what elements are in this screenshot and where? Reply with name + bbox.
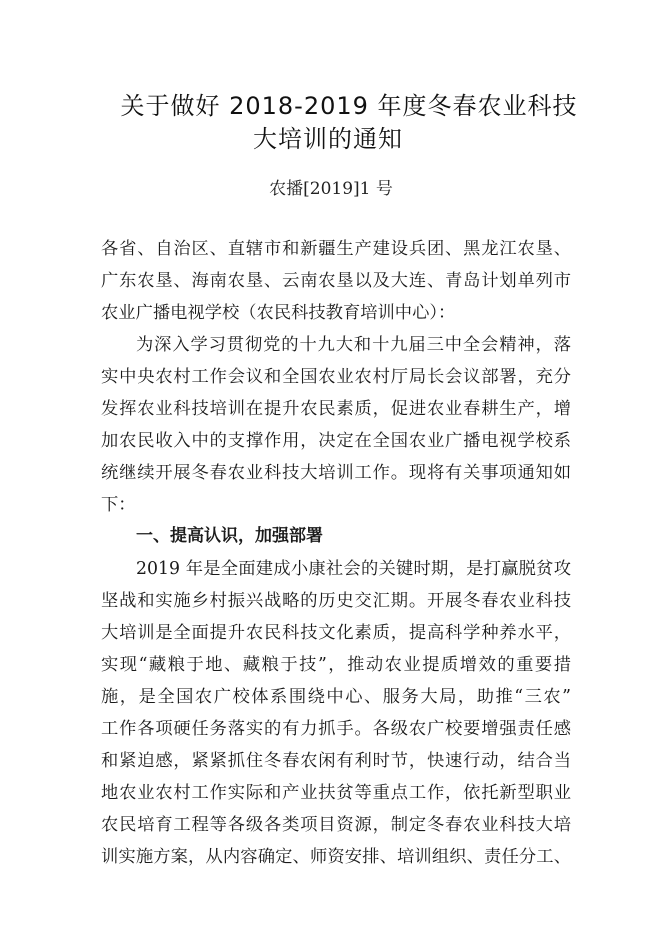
section-paragraph-line: 训实施方案，从内容确定、师资安排、培训组织、责任分工、 — [101, 847, 571, 867]
intro-paragraph-line: 下： — [101, 495, 136, 515]
section-heading: 一、提高认识，加强部署 — [136, 526, 323, 546]
section-paragraph-line: 施，是全国农广校体系围绕中心、服务大局，助推“三农” — [101, 687, 571, 707]
section-paragraph-line: 地农业农村工作实际和产业扶贫等重点工作，依托新型职业 — [101, 783, 571, 803]
document-title-line-1: 关于做好 2018-2019 年度冬春农业科技 — [120, 92, 578, 120]
document-title-line-2: 大培训的通知 — [253, 125, 403, 153]
section-paragraph-line: 工作各项硬任务落实的有力抓手。各级农广校要增强责任感 — [101, 719, 571, 739]
addressee-line: 各省、自治区、直辖市和新疆生产建设兵团、黑龙江农垦、 — [101, 239, 571, 259]
intro-paragraph-line: 统继续开展冬春农业科技大培训工作。现将有关事项通知如 — [101, 463, 571, 483]
intro-paragraph-line: 为深入学习贯彻党的十九大和十九届三中全会精神，落 — [136, 335, 571, 355]
section-paragraph-line: 实现“藏粮于地、藏粮于技”，推动农业提质增效的重要措 — [101, 655, 571, 675]
intro-paragraph-line: 加农民收入中的支撑作用，决定在全国农业广播电视学校系 — [101, 431, 571, 451]
document-number: 农播[2019]1 号 — [269, 179, 393, 199]
section-paragraph-line: 大培训是全面提升农民科技文化素质，提高科学种养水平， — [101, 623, 571, 643]
intro-paragraph-line: 实中央农村工作会议和全国农业农村厅局长会议部署，充分 — [101, 367, 571, 387]
addressee-line: 广东农垦、海南农垦、云南农垦以及大连、青岛计划单列市 — [101, 271, 571, 291]
section-paragraph-line: 和紧迫感，紧紧抓住冬春农闲有利时节，快速行动，结合当 — [101, 751, 571, 771]
addressee-line: 农业广播电视学校（农民科技教育培训中心）： — [101, 303, 456, 323]
intro-paragraph-line: 发挥农业科技培训在提升农民素质，促进农业春耕生产，增 — [101, 399, 571, 419]
section-paragraph-line: 农民培育工程等各级各类项目资源，制定冬春农业科技大培 — [101, 815, 571, 835]
section-paragraph-line: 2019 年是全面建成小康社会的关键时期，是打赢脱贫攻 — [136, 559, 571, 579]
section-paragraph-line: 坚战和实施乡村振兴战略的历史交汇期。开展冬春农业科技 — [101, 591, 571, 611]
